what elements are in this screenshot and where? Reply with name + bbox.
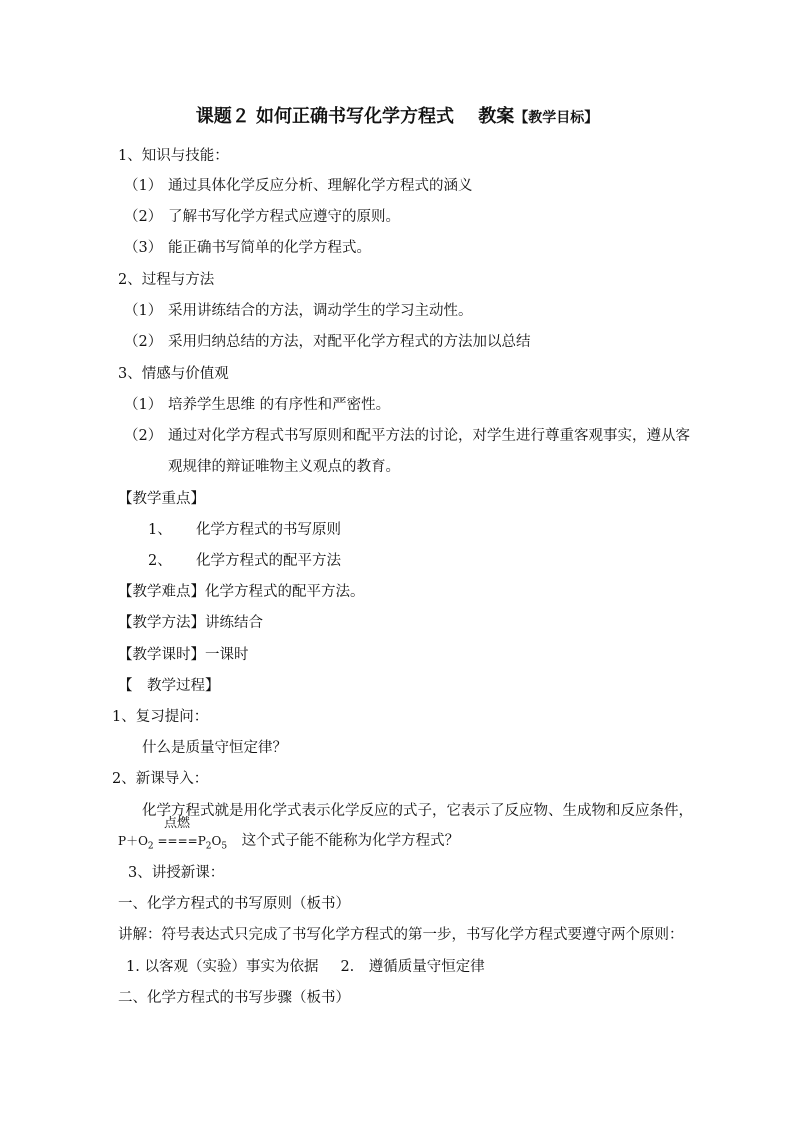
item-text: 采用归纳总结的方法，对配平化学方程式的方法加以总结 xyxy=(168,334,531,350)
title-sub: 【教学目标】 xyxy=(514,110,599,126)
eq-subscript: 2 xyxy=(205,841,212,852)
item-number: （1） xyxy=(124,397,163,413)
item-text: 了解书写化学方程式应遵守的原则。 xyxy=(168,209,400,225)
eq-part: P＋O xyxy=(118,834,148,848)
eq-subscript: 2 xyxy=(147,841,154,852)
section-one-heading: 一、化学方程式的书写原则（板书） xyxy=(118,896,350,912)
reaction-condition: 点燃 xyxy=(164,816,191,831)
process-heading: 2、过程与方法 xyxy=(118,272,215,288)
item-number: （2） xyxy=(124,334,163,350)
item-number: （1） xyxy=(124,303,163,319)
item-text: 培养学生思维 的有序性和严密性。 xyxy=(168,397,391,413)
review-question: 什么是质量守恒定律？ xyxy=(142,740,287,756)
list-item xyxy=(124,238,371,258)
list-item xyxy=(124,395,390,415)
item-text: 通过具体化学反应分析、理解化学方程式的涵义 xyxy=(168,178,473,194)
item-number: （2） xyxy=(124,209,163,225)
item-text: 能正确书写简单的化学方程式。 xyxy=(168,240,371,256)
list-item xyxy=(124,426,690,446)
intro-text: 化学方程式就是用化学式表示化学反应的式子，它表示了反应物、生成物和反应条件， xyxy=(142,803,693,819)
review-heading: 1、复习提问： xyxy=(112,709,209,725)
item-number: （3） xyxy=(124,240,163,256)
item-text: 化学方程式的书写原则 xyxy=(196,522,341,538)
key-points-heading: 【教学重点】 xyxy=(118,491,205,507)
list-item xyxy=(124,301,473,321)
item-number: （1） xyxy=(124,178,163,194)
list-item xyxy=(124,332,531,352)
lecture-heading: 3、讲授新课： xyxy=(128,865,225,881)
principle-2: 2. 遵循质量守恒定律 xyxy=(340,959,485,975)
principles-line xyxy=(126,957,485,977)
eq-question: 这个式子能不能称为化学方程式？ xyxy=(227,833,460,849)
item-text: 采用讲练结合的方法，调动学生的学习主动性。 xyxy=(168,303,473,319)
eq-part: ====P xyxy=(153,834,206,848)
item-number: 1、 xyxy=(148,522,172,538)
page-title xyxy=(0,104,794,131)
explain-text: 讲解：符号表达式只完成了书写化学方程式的第一步，书写化学方程式要遵守两个原则： xyxy=(118,927,684,943)
item-number: （2） xyxy=(124,428,163,444)
process-heading-line: 【 教学过程】 xyxy=(118,678,220,694)
knowledge-heading: 1、知识与技能： xyxy=(118,148,229,164)
list-item xyxy=(148,551,341,571)
list-item xyxy=(124,207,400,227)
hours-line: 【教学课时】一课时 xyxy=(118,647,249,663)
intro-heading: 2、新课导入： xyxy=(112,771,209,787)
section-two-heading: 二、化学方程式的书写步骤（板书） xyxy=(118,990,350,1006)
item-text: 化学方程式的配平方法 xyxy=(196,553,341,569)
item-continuation: 观规律的辩证唯物主义观点的教育。 xyxy=(168,459,400,475)
list-item xyxy=(124,176,473,196)
method-line: 【教学方法】讲练结合 xyxy=(118,615,263,631)
principle-1: 1. 以客观（实验）事实为依据 xyxy=(126,959,319,975)
emotion-heading: 3、情感与价值观 xyxy=(118,366,229,382)
title-main: 课题２ 如何正确书写化学方程式 教案 xyxy=(195,106,515,127)
list-item xyxy=(148,520,341,540)
chemical-equation xyxy=(118,833,459,854)
item-number: 2、 xyxy=(148,553,172,569)
eq-part: O xyxy=(211,834,222,848)
item-text: 通过对化学方程式书写原则和配平方法的讨论，对学生进行尊重客观事实，遵从客 xyxy=(168,428,690,444)
eq-subscript: 5 xyxy=(221,841,228,852)
difficulty-line: 【教学难点】化学方程式的配平方法。 xyxy=(118,584,365,600)
